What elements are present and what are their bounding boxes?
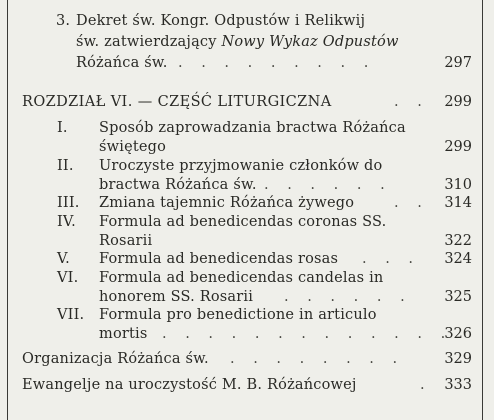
item-page-number: 325: [444, 289, 472, 305]
item-title-line1: Formula pro benedictione in articulo: [99, 307, 377, 323]
entry-number: 3.: [56, 13, 71, 29]
page-number: 297: [444, 55, 472, 71]
leader-dots: . . . . . . . .: [230, 351, 405, 367]
item-number: VI.: [57, 270, 79, 286]
item-title-line2: honorem SS. Rosarii: [99, 289, 254, 305]
item-title-line2: bractwa Różańca św.: [99, 177, 257, 193]
leader-dots: . . . . . . . . .: [178, 55, 376, 71]
entry-title-line1: Dekret św. Kongr. Odpustów i Relikwij: [76, 13, 366, 29]
item-title-line1: Formula ad benedicendas coronas SS.: [99, 214, 387, 230]
item-number: II.: [57, 158, 74, 174]
item-title-line2: świętego: [99, 139, 167, 155]
leader-dots: . . . . . . . . . . . . .: [162, 326, 453, 342]
item-page-number: 322: [444, 233, 472, 249]
item-number: VII.: [57, 307, 85, 323]
tail-title: Ewangelje na uroczystość M. B. Różańcowej: [22, 377, 357, 393]
tail-page-number: 329: [444, 351, 472, 367]
chapter-title: ROZDZIAŁ VI. — CZĘŚĆ LITURGICZNA: [22, 94, 332, 110]
item-title-line1: Sposób zaprowadzania bractwa Różańca: [99, 120, 406, 136]
item-number: IV.: [57, 214, 76, 230]
leader-dots: . . . . . .: [264, 177, 392, 193]
tail-page-number: 333: [444, 377, 472, 393]
entry-title-line3: Różańca św.: [76, 55, 168, 71]
chapter-page-number: 299: [444, 94, 472, 110]
leader-dots: . .: [394, 195, 429, 211]
item-title-line2: Rosarii: [99, 233, 153, 249]
entry-title-line2-italic: Nowy Wykaz Odpustów: [221, 34, 399, 50]
item-title-line1: Uroczyste przyjmowanie członków do: [99, 158, 383, 174]
item-title-line2: mortis: [99, 326, 148, 342]
item-title-line1: Formula ad benedicendas rosas: [99, 251, 339, 267]
item-number: V.: [57, 251, 70, 267]
item-page-number: 299: [444, 139, 472, 155]
item-title-line1: Formula ad benedicendas candelas in: [99, 270, 384, 286]
tail-title: Organizacja Różańca św.: [22, 351, 209, 367]
leader-dots: .: [420, 377, 432, 393]
item-title-line1: Zmiana tajemnic Różańca żywego: [99, 195, 355, 211]
item-page-number: 324: [444, 251, 472, 267]
entry-title-line2-plain: św. zatwierdzający: [76, 34, 217, 50]
item-page-number: 310: [444, 177, 472, 193]
leader-dots: . .: [394, 94, 429, 110]
item-number: III.: [57, 195, 80, 211]
item-number: I.: [57, 120, 68, 136]
item-page-number: 326: [444, 326, 472, 342]
entry-title-line2: [76, 33, 399, 51]
item-page-number: 314: [444, 195, 472, 211]
leader-dots: . . .: [362, 251, 421, 267]
leader-dots: . . . . . .: [284, 289, 412, 305]
